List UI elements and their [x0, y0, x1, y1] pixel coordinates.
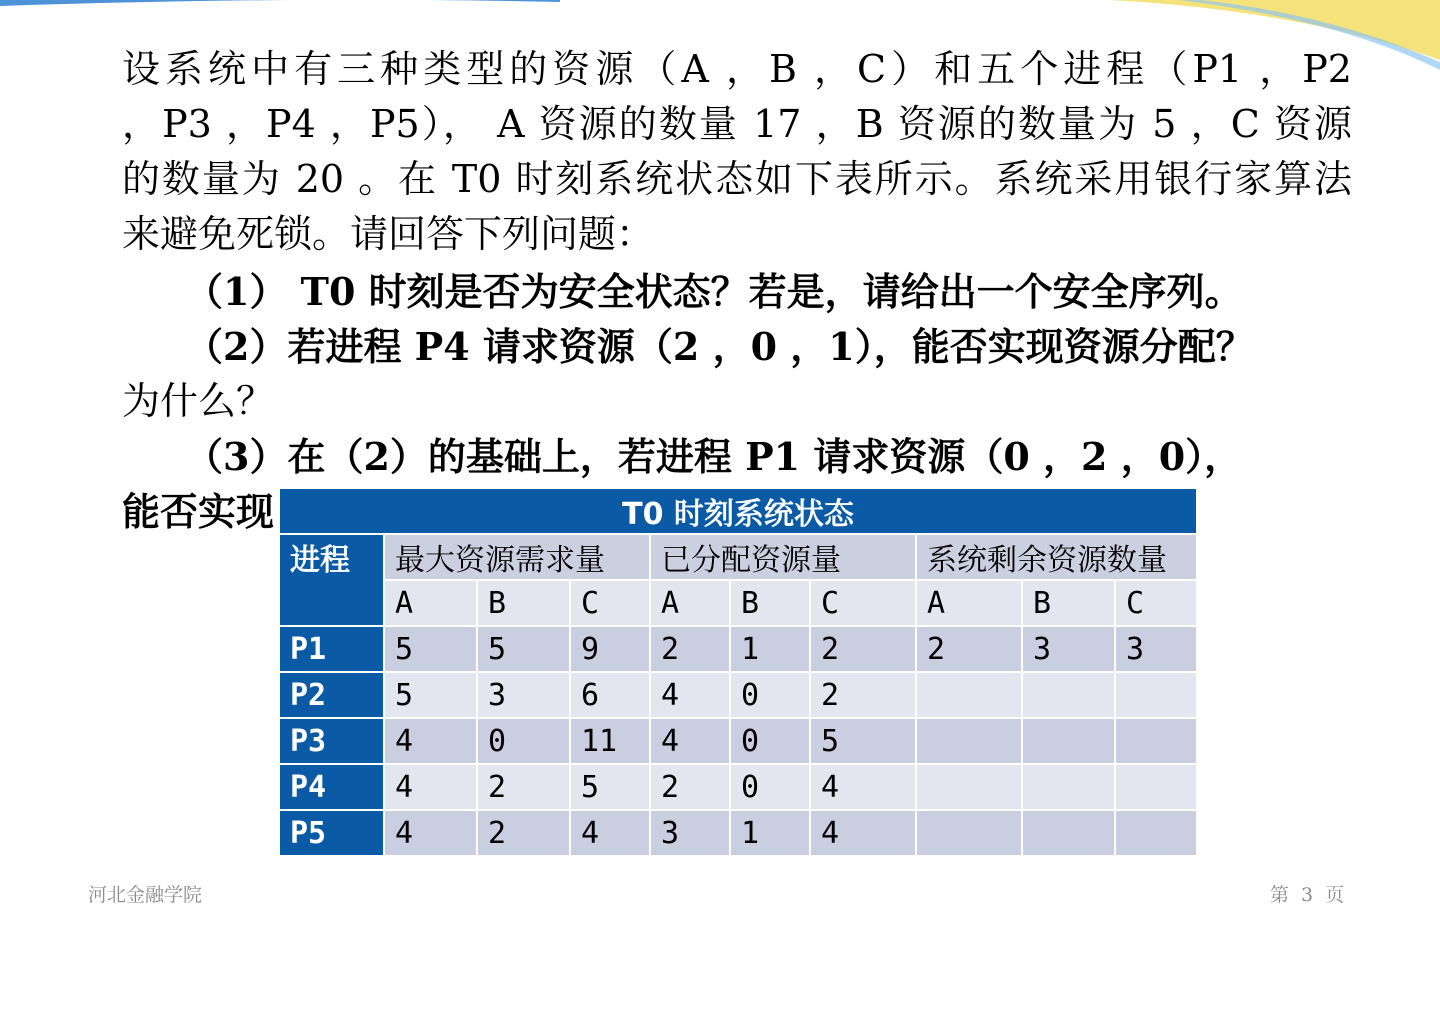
- avail-a: [916, 764, 1022, 810]
- problem-line-1: 设系统中有三种类型的资源（A ，B ，C）和五个进程（P1 ，P2: [122, 47, 1352, 91]
- max-a: 4: [384, 718, 477, 764]
- alloc-c: 4: [810, 810, 916, 856]
- sub-header: B: [477, 580, 570, 626]
- allocated-header: 已分配资源量: [650, 534, 916, 580]
- system-state-table: [278, 487, 1198, 857]
- alloc-c: 2: [810, 672, 916, 718]
- max-c: 6: [570, 672, 650, 718]
- table-row: [279, 764, 1197, 810]
- avail-c: [1115, 764, 1197, 810]
- alloc-a: 3: [650, 810, 730, 856]
- alloc-b: 0: [730, 718, 810, 764]
- alloc-b: 1: [730, 626, 810, 672]
- institution-name: 河北金融学院: [88, 884, 203, 906]
- sub-header: B: [1022, 580, 1115, 626]
- avail-b: 3: [1022, 626, 1115, 672]
- process-name: P4: [279, 764, 384, 810]
- problem-line-4: 来避免死锁。请回答下列问题：: [122, 212, 655, 256]
- sub-header: C: [570, 580, 650, 626]
- sub-header: A: [650, 580, 730, 626]
- max-c: 11: [570, 718, 650, 764]
- avail-a: [916, 718, 1022, 764]
- problem-line-3: 的数量为 20 。在 T0 时刻系统状态如下表所示。系统采用银行家算法: [122, 157, 1352, 201]
- avail-b: [1022, 810, 1115, 856]
- sub-header: B: [730, 580, 810, 626]
- max-c: 5: [570, 764, 650, 810]
- sub-header: A: [384, 580, 477, 626]
- table-row: [279, 718, 1197, 764]
- max-a: 5: [384, 626, 477, 672]
- max-b: 3: [477, 672, 570, 718]
- avail-c: [1115, 672, 1197, 718]
- available-header: 系统剩余资源数量: [916, 534, 1197, 580]
- max-b: 2: [477, 764, 570, 810]
- max-b: 5: [477, 626, 570, 672]
- question-2-line-1: （2）若进程 P4 请求资源（2 ，0 ，1），能否实现资源分配？: [185, 324, 1254, 369]
- avail-a: [916, 810, 1022, 856]
- alloc-a: 4: [650, 718, 730, 764]
- alloc-a: 2: [650, 626, 730, 672]
- avail-c: 3: [1115, 626, 1197, 672]
- question-1: （1） T0 时刻是否为安全状态？若是，请给出一个安全序列。: [185, 269, 1243, 314]
- sub-header: C: [1115, 580, 1197, 626]
- avail-b: [1022, 672, 1115, 718]
- max-demand-header: 最大资源需求量: [384, 534, 650, 580]
- process-header: 进程: [279, 534, 384, 626]
- question-3-line-2: 能否实现: [122, 489, 275, 534]
- alloc-a: 4: [650, 672, 730, 718]
- avail-b: [1022, 718, 1115, 764]
- avail-b: [1022, 764, 1115, 810]
- max-a: 5: [384, 672, 477, 718]
- alloc-b: 1: [730, 810, 810, 856]
- question-2-line-2: 为什么？: [122, 379, 275, 423]
- avail-c: [1115, 718, 1197, 764]
- process-name: P2: [279, 672, 384, 718]
- avail-c: [1115, 810, 1197, 856]
- table-row: [279, 810, 1197, 856]
- table-row: [279, 672, 1197, 718]
- alloc-c: 5: [810, 718, 916, 764]
- avail-a: [916, 672, 1022, 718]
- process-name: P1: [279, 626, 384, 672]
- sub-header: C: [810, 580, 916, 626]
- max-a: 4: [384, 764, 477, 810]
- table-title: T0 时刻系统状态: [279, 488, 1197, 534]
- table-row: [279, 626, 1197, 672]
- sub-header: A: [916, 580, 1022, 626]
- process-name: P5: [279, 810, 384, 856]
- avail-a: 2: [916, 626, 1022, 672]
- max-c: 4: [570, 810, 650, 856]
- alloc-c: 2: [810, 626, 916, 672]
- max-a: 4: [384, 810, 477, 856]
- question-3-line-1: （3）在（2）的基础上，若进程 P1 请求资源（0 ，2 ，0），: [185, 434, 1243, 479]
- max-b: 0: [477, 718, 570, 764]
- page-number: 第 3 页: [1270, 884, 1345, 906]
- alloc-a: 2: [650, 764, 730, 810]
- alloc-c: 4: [810, 764, 916, 810]
- max-b: 2: [477, 810, 570, 856]
- process-name: P3: [279, 718, 384, 764]
- alloc-b: 0: [730, 672, 810, 718]
- max-c: 9: [570, 626, 650, 672]
- problem-line-2: ，P3 ，P4 ，P5）， A 资源的数量 17 ，B 资源的数量为 5 ，C 资源: [122, 102, 1352, 146]
- alloc-b: 0: [730, 764, 810, 810]
